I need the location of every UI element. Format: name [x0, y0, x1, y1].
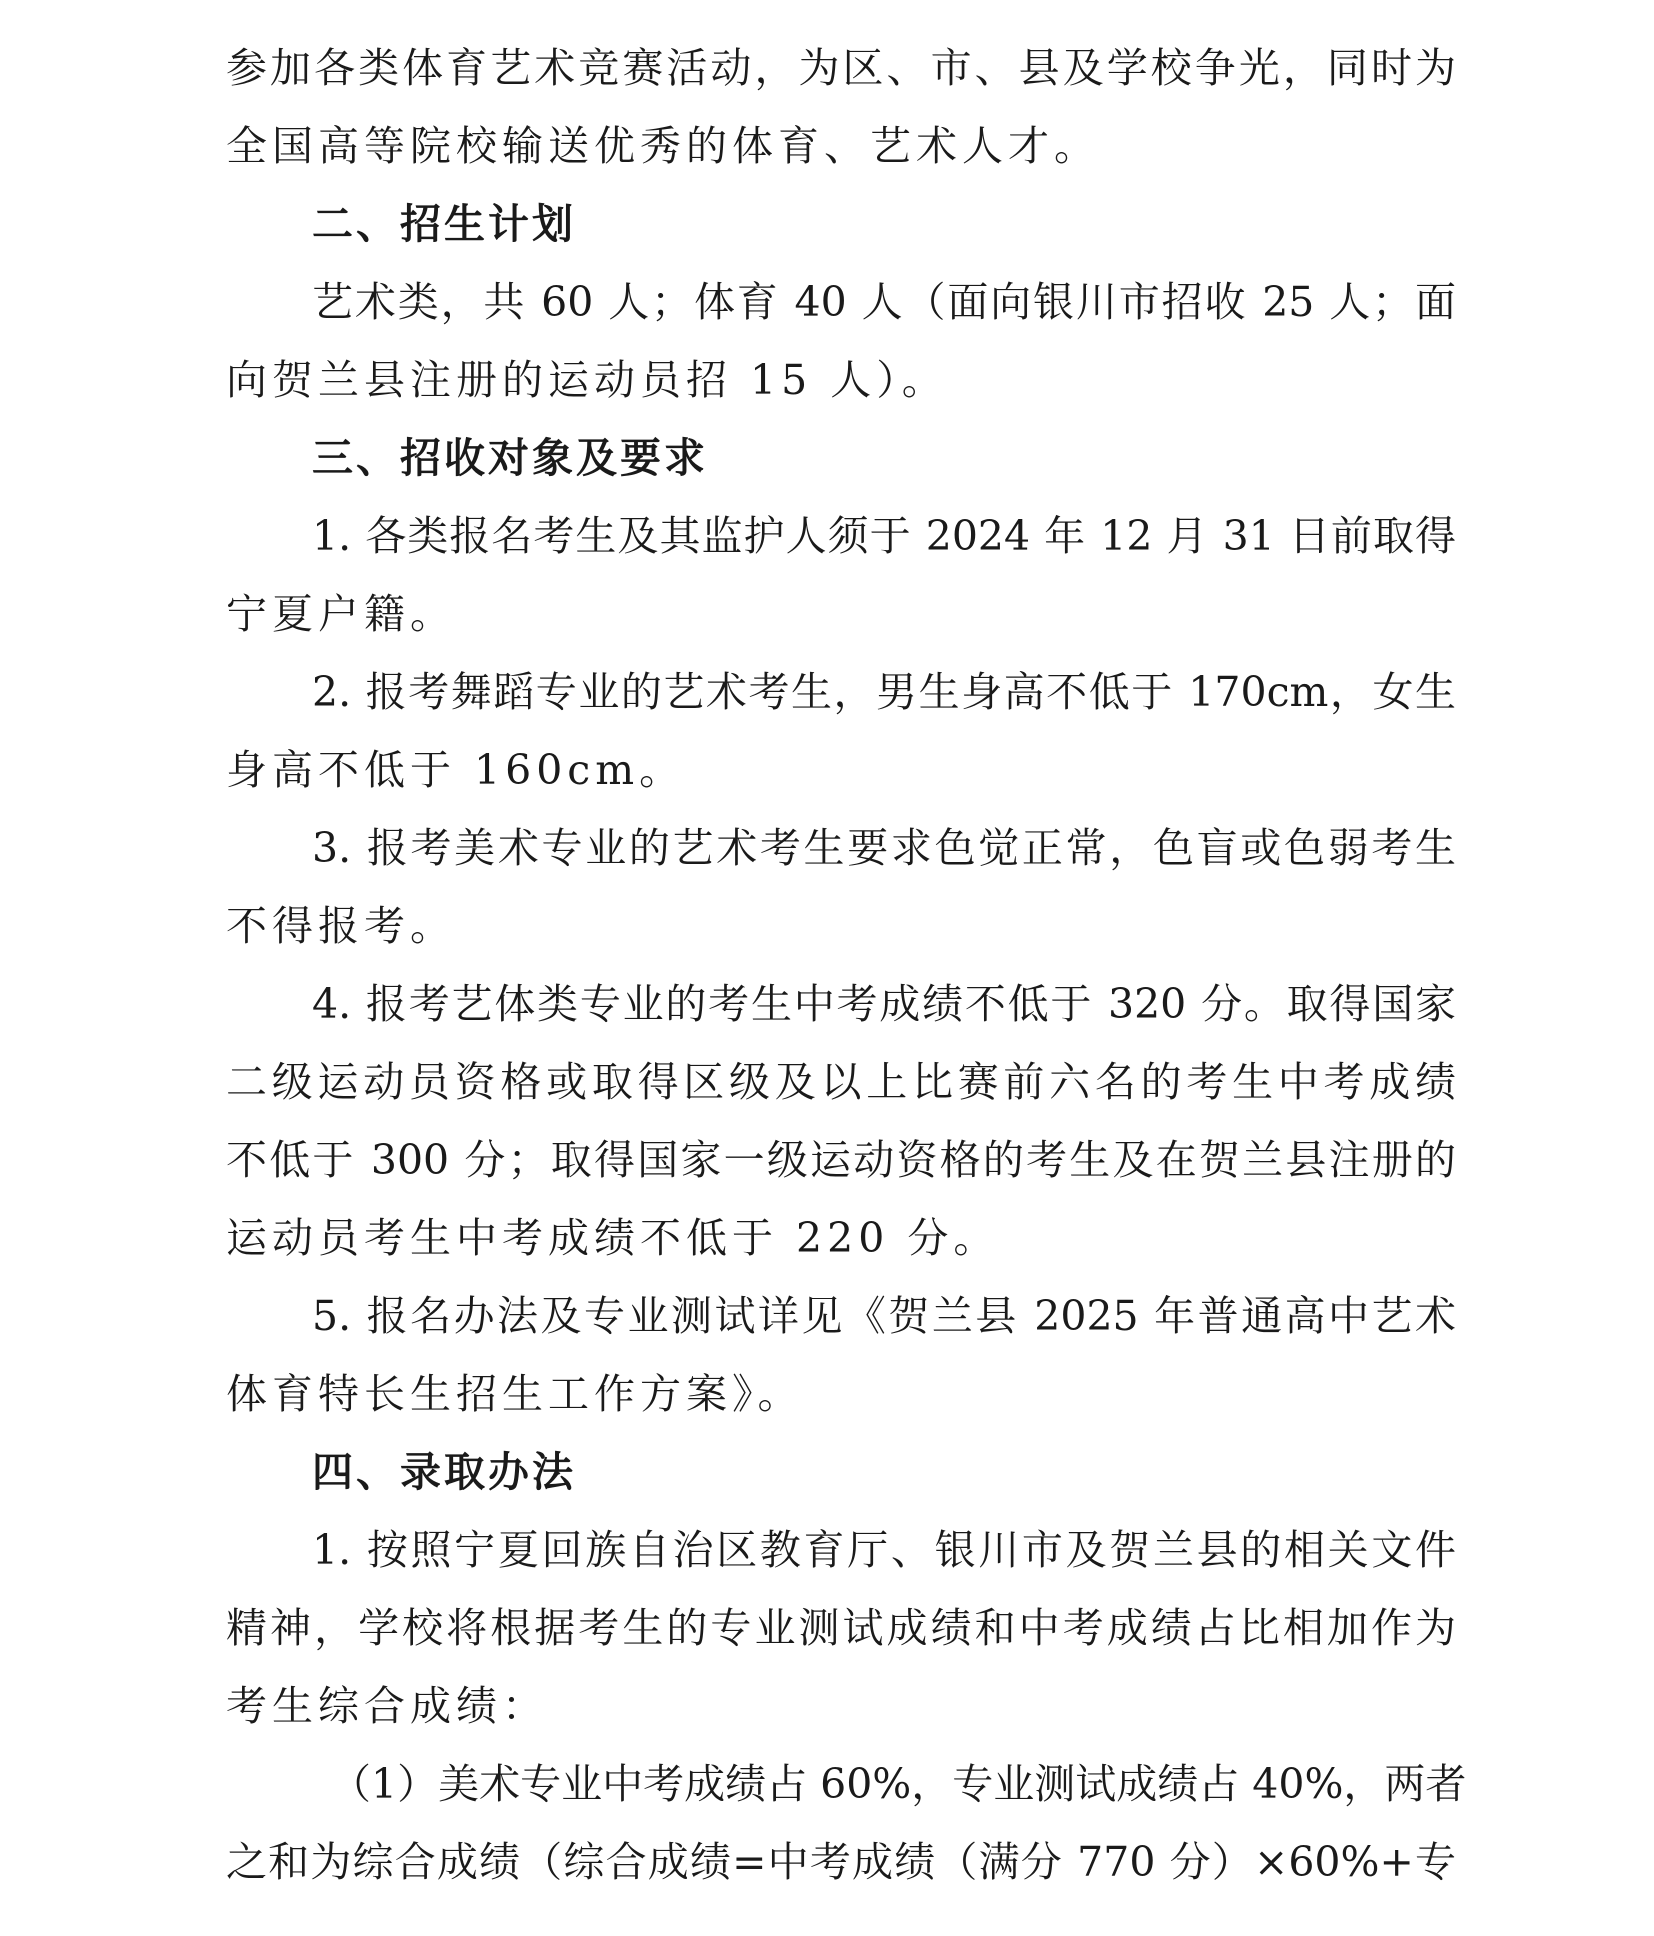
section-heading-requirements: 三、招收对象及要求 [312, 434, 708, 482]
paragraph-line: 1. 各类报名考生及其监护人须于 2024 年 12 月 31 日前取得 [312, 512, 1456, 560]
paragraph-line: 1. 按照宁夏回族自治区教育厅、银川市及贺兰县的相关文件 [312, 1526, 1456, 1574]
paragraph-line: 4. 报考艺体类专业的考生中考成绩不低于 320 分。取得国家 [312, 980, 1456, 1028]
paragraph-line: 考生综合成绩： [226, 1682, 548, 1730]
paragraph-line: 2. 报考舞蹈专业的艺术考生，男生身高不低于 170cm，女生 [312, 668, 1456, 716]
paragraph-line: 不低于 300 分；取得国家一级运动资格的考生及在贺兰县注册的 [226, 1136, 1456, 1184]
paragraph-line: 不得报考。 [226, 902, 456, 950]
paragraph-line: 二级运动员资格或取得区级及以上比赛前六名的考生中考成绩 [226, 1058, 1456, 1106]
section-heading-enrollment-plan: 二、招生计划 [312, 200, 576, 248]
paragraph-line: 艺术类，共 60 人；体育 40 人（面向银川市招收 25 人；面 [312, 278, 1456, 326]
paragraph-line: 向贺兰县注册的运动员招 15 人）。 [226, 356, 948, 404]
paragraph-line: 体育特长生招生工作方案》。 [226, 1370, 804, 1418]
paragraph-line: 精神，学校将根据考生的专业测试成绩和中考成绩占比相加作为 [226, 1604, 1456, 1652]
paragraph-line: 宁夏户籍。 [226, 590, 456, 638]
paragraph-line: 参加各类体育艺术竞赛活动，为区、市、县及学校争光，同时为 [226, 44, 1456, 92]
paragraph-line: 身高不低于 160cm。 [226, 746, 686, 794]
paragraph-line: 5. 报名办法及专业测试详见《贺兰县 2025 年普通高中艺术 [312, 1292, 1456, 1340]
section-heading-admission-method: 四、录取办法 [312, 1448, 576, 1496]
paragraph-line: 全国高等院校输送优秀的体育、艺术人才。 [226, 122, 1100, 170]
paragraph-line: 运动员考生中考成绩不低于 220 分。 [226, 1214, 1000, 1262]
paragraph-line: 3. 报考美术专业的艺术考生要求色觉正常，色盲或色弱考生 [312, 824, 1456, 872]
paragraph-line: 之和为综合成绩（综合成绩=中考成绩（满分 770 分）×60%+专 [226, 1838, 1456, 1886]
paragraph-line: （1）美术专业中考成绩占 60%，专业测试成绩占 40%，两者 [330, 1760, 1467, 1808]
